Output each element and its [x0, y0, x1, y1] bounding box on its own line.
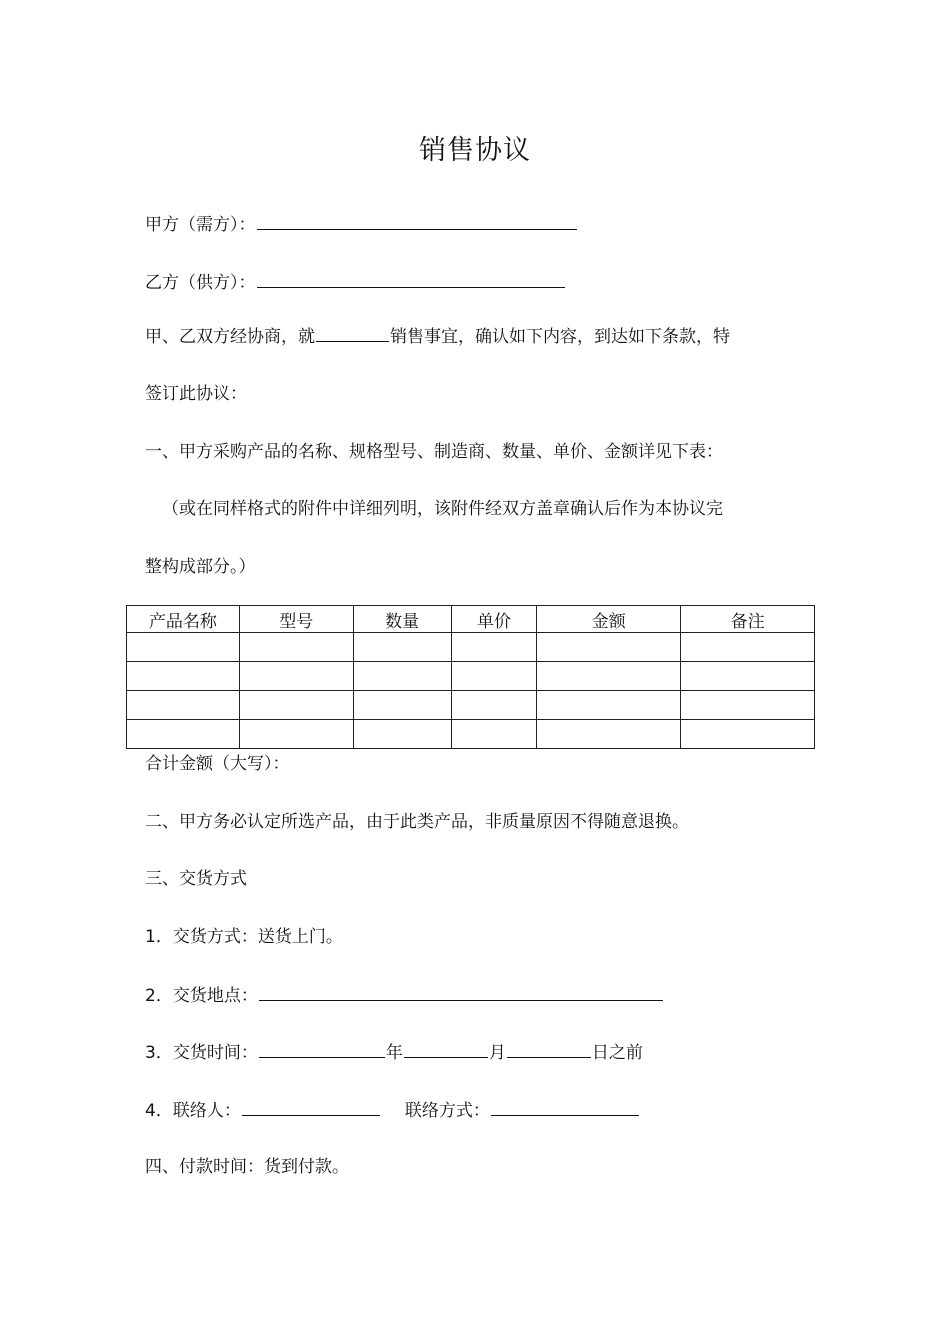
table-row — [127, 633, 815, 662]
delivery-location-blank[interactable] — [259, 983, 663, 1001]
table-row — [127, 720, 815, 749]
contact-method-blank[interactable] — [491, 1098, 639, 1116]
party-a-label: 甲方（需方）： — [145, 215, 256, 235]
intro-text-end: 销售事宜，确认如下内容，到达如下条款，特 — [390, 327, 730, 347]
table-cell[interactable] — [681, 662, 815, 691]
table-cell[interactable] — [127, 720, 240, 749]
section-2: 二、甲方务必认定所选产品，由于此类产品，非质量原因不得随意退换。 — [145, 812, 689, 832]
delivery-location-label: 2．交货地点： — [145, 986, 258, 1006]
table-cell[interactable] — [681, 720, 815, 749]
table-cell[interactable] — [451, 662, 537, 691]
party-b-label: 乙方（供方）： — [145, 273, 256, 293]
table-cell[interactable] — [127, 662, 240, 691]
contact-line — [145, 1098, 640, 1123]
table-cell[interactable] — [537, 691, 681, 720]
year-label: 年 — [385, 1043, 403, 1063]
party-b-line — [145, 270, 566, 295]
intro-line-2: 签订此协议： — [145, 384, 247, 404]
contact-person-label: 4．联络人： — [145, 1101, 241, 1121]
year-blank[interactable] — [259, 1040, 385, 1058]
contact-method-label: 联络方式： — [404, 1101, 490, 1121]
goods-table — [126, 605, 815, 749]
day-blank[interactable] — [507, 1040, 591, 1058]
delivery-method: 1．交货方式：送货上门。 — [145, 927, 343, 947]
intro-text-start: 甲、乙双方经协商，就 — [145, 327, 315, 347]
party-a-blank[interactable] — [257, 212, 577, 230]
table-cell[interactable] — [681, 691, 815, 720]
delivery-location-line — [145, 983, 664, 1008]
table-cell[interactable] — [681, 633, 815, 662]
document-title: 销售协议 — [419, 135, 531, 166]
section-4: 四、付款时间：货到付款。 — [145, 1157, 349, 1177]
table-cell[interactable] — [239, 633, 353, 662]
table-cell[interactable] — [239, 662, 353, 691]
party-a-line — [145, 212, 578, 237]
section-1-note-line-2: 整构成部分。） — [145, 557, 256, 577]
table-row — [127, 691, 815, 720]
delivery-time-label: 3．交货时间： — [145, 1043, 258, 1063]
header-product-name: 产品名称 — [127, 606, 240, 633]
contact-person-blank[interactable] — [242, 1098, 380, 1116]
intro-line-1 — [145, 324, 730, 349]
table-cell[interactable] — [353, 720, 451, 749]
month-label: 月 — [488, 1043, 506, 1063]
header-remarks: 备注 — [681, 606, 815, 633]
table-cell[interactable] — [537, 633, 681, 662]
section-1-heading: 一、甲方采购产品的名称、规格型号、制造商、数量、单价、金额详见下表： — [145, 442, 723, 462]
table-cell[interactable] — [127, 633, 240, 662]
table-cell[interactable] — [353, 691, 451, 720]
table-row — [127, 662, 815, 691]
section-1-note-line-1: （或在同样格式的附件中详细列明，该附件经双方盖章确认后作为本协议完 — [162, 499, 723, 519]
table-cell[interactable] — [537, 662, 681, 691]
total-amount-label: 合计金额（大写）： — [145, 754, 290, 774]
table-cell[interactable] — [353, 662, 451, 691]
day-label: 日之前 — [591, 1043, 643, 1063]
header-amount: 金额 — [537, 606, 681, 633]
table-cell[interactable] — [451, 691, 537, 720]
header-model: 型号 — [239, 606, 353, 633]
header-quantity: 数量 — [353, 606, 451, 633]
table-header-row — [127, 606, 815, 633]
product-blank[interactable] — [316, 324, 389, 342]
table-cell[interactable] — [451, 720, 537, 749]
header-unit-price: 单价 — [451, 606, 537, 633]
table-cell[interactable] — [353, 633, 451, 662]
delivery-time-line — [145, 1040, 643, 1065]
section-3-heading: 三、交货方式 — [145, 869, 247, 889]
table-cell[interactable] — [239, 720, 353, 749]
table-cell[interactable] — [451, 633, 537, 662]
table-cell[interactable] — [537, 720, 681, 749]
month-blank[interactable] — [404, 1040, 488, 1058]
table-cell[interactable] — [239, 691, 353, 720]
table-cell[interactable] — [127, 691, 240, 720]
party-b-blank[interactable] — [257, 270, 565, 288]
